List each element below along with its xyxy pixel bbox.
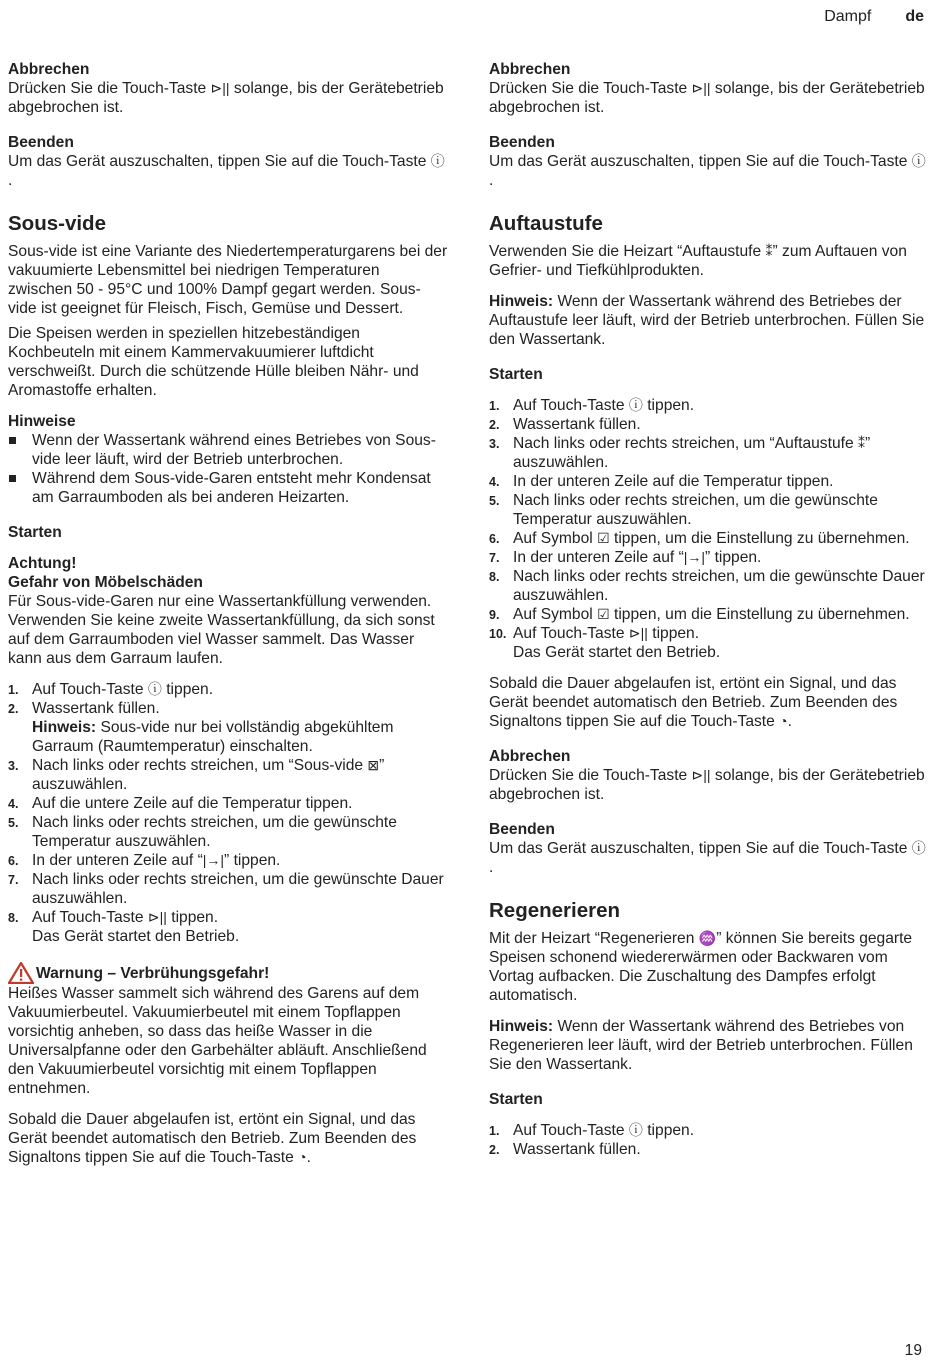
abbrechen-heading: Abbrechen bbox=[8, 61, 90, 78]
abbrechen-text: Drücken Sie die Touch-Taste ⊳|| solange, bis der Gerätebetrieb abgebrochen ist. bbox=[489, 767, 925, 803]
step-item: 1. Auf Touch-Taste ⓘ tippen. bbox=[489, 1122, 695, 1139]
power-icon: ⓘ bbox=[911, 153, 926, 169]
auftaustufe-hint: Hinweis: Wenn der Wassertank während des Betriebes der Auftaustufe leer läuft, wird der Betrieb unterbrochen. Füllen Sie den Wassertank. bbox=[489, 293, 925, 348]
step-item: 4. Auf die untere Zeile auf die Temperatur tippen. bbox=[8, 795, 353, 812]
step-item: 2. Wassertank füllen. bbox=[489, 416, 641, 433]
starten-heading: Starten bbox=[489, 366, 543, 383]
step-item: 1. Auf Touch-Taste ⓘ tippen. bbox=[8, 681, 214, 698]
power-icon: ⓘ bbox=[911, 840, 926, 856]
step-item: 8. Auf Touch-Taste ⊳|| tippen. Das Gerät startet den Betrieb. bbox=[8, 909, 240, 945]
achtung-heading: Achtung! bbox=[8, 555, 77, 572]
page-header bbox=[824, 8, 924, 26]
sousvide-intro: Sous-vide ist eine Variante des Niedertemperaturgarens bei der vakuumierte Lebensmittel bei niedrigen Temperaturen zwischen 50 - 95°C und 100% Dampf gegart werden. Sous-vide ist geeignet für Fleisch, Fisch, Gemüse und Dessert. bbox=[8, 243, 448, 317]
abbrechen-heading: Abbrechen bbox=[489, 61, 571, 78]
abbrechen-text: Drücken Sie die Touch-Taste ⊳|| solange, bis der Gerätebetrieb abgebrochen ist. bbox=[489, 80, 925, 116]
regenerieren-hint: Hinweis: Wenn der Wassertank während des Betriebes von Regenerieren leer läuft, wird der Betrieb unterbrochen. Füllen Sie den Wassertank. bbox=[489, 1018, 913, 1073]
auftaustufe-steps bbox=[489, 396, 929, 662]
starten-heading: Starten bbox=[8, 524, 62, 541]
beenden-text: Um das Gerät auszuschalten, tippen Sie auf die Touch-Taste ⓘ. bbox=[8, 153, 445, 189]
start-stop-icon: ⊳|| bbox=[210, 80, 230, 96]
thaw-icon: ⁑ bbox=[765, 243, 773, 259]
regenerieren-heading: Regenerieren bbox=[489, 899, 621, 922]
beenden-text: Um das Gerät auszuschalten, tippen Sie auf die Touch-Taste ⓘ. bbox=[489, 840, 926, 876]
check-icon: ☑ bbox=[597, 606, 610, 622]
sobald-text: Sobald die Dauer abgelaufen ist, ertönt ein Signal, und das Gerät beendet automatisch den Betrieb. Zum Beenden des Signaltons tippen Sie auf die Touch-Taste ◔. bbox=[489, 675, 898, 730]
step-item: 7. In der unteren Zeile auf “|→|” tippen. bbox=[489, 549, 762, 566]
list-item: Während dem Sous-vide-Garen entsteht mehr Kondensat am Garraumboden als bei anderen Heizarten. bbox=[8, 469, 448, 507]
regenerieren-steps bbox=[489, 1121, 929, 1159]
beenden-heading: Beenden bbox=[489, 134, 555, 151]
clock-icon: ◔ bbox=[298, 1149, 307, 1165]
section-title: Dampf bbox=[824, 8, 872, 25]
start-stop-icon: ⊳|| bbox=[691, 767, 711, 783]
start-stop-icon: ⊳|| bbox=[691, 80, 711, 96]
step-item: 2. Wassertank füllen. bbox=[489, 1141, 641, 1158]
sousvide-icon: ⊠ bbox=[367, 757, 380, 773]
right-column bbox=[489, 60, 929, 1159]
timer-field-icon: |→| bbox=[202, 852, 225, 868]
step-item: 1. Auf Touch-Taste ⓘ tippen. bbox=[489, 397, 695, 414]
power-icon: ⓘ bbox=[628, 397, 643, 413]
regenerate-icon: ♒ bbox=[698, 930, 717, 946]
clock-icon: ◔ bbox=[779, 713, 788, 729]
power-icon: ⓘ bbox=[430, 153, 445, 169]
step-item: 10. Auf Touch-Taste ⊳|| tippen. Das Gerät startet den Betrieb. bbox=[489, 625, 721, 661]
step-item: 2. Wassertank füllen. Hinweis: Sous-vide nur bei vollständig abgekühltem Garraum (Raumtemperatur) einschalten. bbox=[8, 700, 394, 755]
starten-heading: Starten bbox=[489, 1091, 543, 1108]
step-item: 9. Auf Symbol ☑ tippen, um die Einstellung zu übernehmen. bbox=[489, 606, 910, 623]
power-icon: ⓘ bbox=[628, 1122, 643, 1138]
beenden-heading: Beenden bbox=[489, 821, 555, 838]
start-stop-icon: ⊳|| bbox=[147, 909, 167, 925]
warning-heading: Warnung – Verbrühungsgefahr! bbox=[8, 962, 448, 984]
sousvide-bags: Die Speisen werden in speziellen hitzebeständigen Kochbeuteln mit einem Kammervakuumierer luftdicht verschweißt. Durch die schützende Hülle bleiben Nähr- und Aromastoffe erhalten. bbox=[8, 325, 419, 399]
step-item: 4. In der unteren Zeile auf die Temperatur tippen. bbox=[489, 473, 834, 490]
regenerieren-intro: Mit der Heizart “Regenerieren ♒” können Sie bereits gegarte Speisen schonend wiedererwärmen oder Backwaren vom Vortag aufbacken. Die Zuschaltung des Dampfes erfolgt automatisch. bbox=[489, 930, 913, 1004]
step-item: 5. Nach links oder rechts streichen, um die gewünschte Temperatur auszuwählen. bbox=[8, 814, 397, 850]
warning-icon bbox=[8, 962, 34, 984]
step-item: 6. In der unteren Zeile auf “|→|” tippen. bbox=[8, 852, 281, 869]
moebel-heading: Gefahr von Möbelschäden bbox=[8, 574, 203, 591]
abbrechen-text: Drücken Sie die Touch-Taste ⊳|| solange, bis der Gerätebetrieb abgebrochen ist. bbox=[8, 80, 444, 116]
step-item: 3. Nach links oder rechts streichen, um “Sous-vide ⊠” auszuwählen. bbox=[8, 757, 385, 793]
power-icon: ⓘ bbox=[147, 681, 162, 697]
page-number: 19 bbox=[904, 1342, 922, 1359]
hinweise-heading: Hinweise bbox=[8, 413, 76, 430]
sobald-text: Sobald die Dauer abgelaufen ist, ertönt ein Signal, und das Gerät beendet automatisch den Betrieb. Zum Beenden des Signaltons tippen Sie auf die Touch-Taste ◔. bbox=[8, 1111, 417, 1166]
auftaustufe-intro: Verwenden Sie die Heizart “Auftaustufe ⁑” zum Auftauen von Gefrier- und Tiefkühlprodukten. bbox=[489, 243, 907, 279]
list-item: Wenn der Wassertank während eines Betriebes von Sous-vide leer läuft, wird der Betrieb unterbrochen. bbox=[8, 431, 448, 469]
check-icon: ☑ bbox=[597, 530, 610, 546]
step-item: 5. Nach links oder rechts streichen, um die gewünschte Temperatur auszuwählen. bbox=[489, 492, 878, 528]
language-code: de bbox=[905, 8, 924, 25]
step-item: 6. Auf Symbol ☑ tippen, um die Einstellung zu übernehmen. bbox=[489, 530, 910, 547]
moebel-text: Für Sous-vide-Garen nur eine Wassertankfüllung verwenden. Verwenden Sie keine zweite Wassertankfüllung, da sich sonst auf dem Garraumboden viel Wasser sammelt. Das Wasser kann aus dem Garraum laufen. bbox=[8, 593, 435, 667]
sousvide-steps bbox=[8, 680, 448, 946]
left-column bbox=[8, 60, 448, 1167]
warning-text: Heißes Wasser sammelt sich während des Garens auf dem Vakuumierbeutel. Vakuumierbeutel mit einem Topflappen vorsichtig anheben, so dass das heiße Wasser in die Universalpfanne oder den Garbehälter abläuft. Anschließend den Vakuumierbeutel vorsichtig mit einem Topflappen entnehmen. bbox=[8, 985, 427, 1097]
step-item: 8. Nach links oder rechts streichen, um die gewünschte Dauer auszuwählen. bbox=[489, 568, 925, 604]
beenden-text: Um das Gerät auszuschalten, tippen Sie auf die Touch-Taste ⓘ. bbox=[489, 153, 926, 189]
sousvide-heading: Sous-vide bbox=[8, 212, 106, 235]
beenden-heading: Beenden bbox=[8, 134, 74, 151]
abbrechen-heading: Abbrechen bbox=[489, 748, 571, 765]
auftaustufe-heading: Auftaustufe bbox=[489, 212, 603, 235]
step-item: 7. Nach links oder rechts streichen, um die gewünschte Dauer auszuwählen. bbox=[8, 871, 444, 907]
start-stop-icon: ⊳|| bbox=[628, 625, 648, 641]
timer-field-icon: |→| bbox=[683, 549, 706, 565]
step-item: 3. Nach links oder rechts streichen, um “Auftaustufe ⁑” auszuwählen. bbox=[489, 435, 871, 471]
hinweise-list bbox=[8, 431, 448, 507]
thaw-icon: ⁑ bbox=[857, 435, 865, 451]
